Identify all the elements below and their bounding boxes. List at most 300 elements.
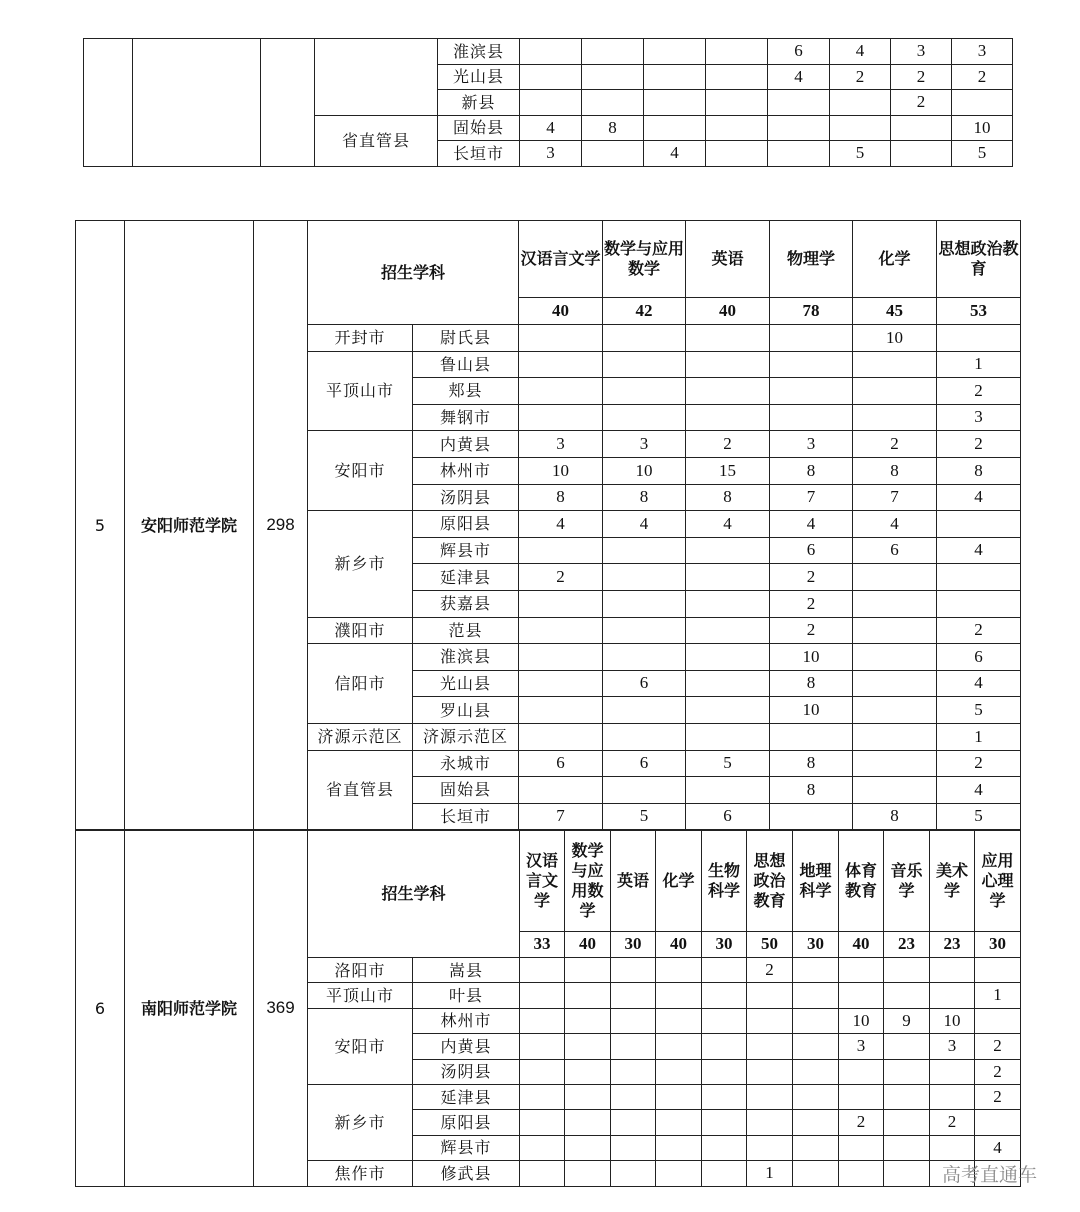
value-cell	[656, 1034, 702, 1059]
value-cell	[611, 1161, 656, 1186]
value-cell	[975, 1110, 1021, 1135]
value-cell: 4	[603, 511, 686, 538]
value-cell	[644, 39, 706, 65]
value-cell	[706, 90, 768, 116]
city-cell: 新乡市	[308, 511, 413, 617]
value-cell: 2	[952, 64, 1013, 90]
value-cell: 10	[930, 1008, 975, 1033]
value-cell: 8	[582, 115, 644, 141]
value-cell: 8	[770, 457, 853, 484]
value-cell	[839, 1135, 884, 1160]
value-cell	[768, 115, 830, 141]
value-cell	[656, 1059, 702, 1084]
value-cell: 4	[975, 1135, 1021, 1160]
value-cell	[702, 983, 747, 1008]
value-cell	[884, 958, 930, 983]
value-cell: 6	[686, 803, 770, 830]
total-quota-cell: 369	[254, 831, 308, 1187]
value-cell	[520, 64, 582, 90]
county-cell: 固始县	[438, 115, 520, 141]
value-cell: 10	[519, 457, 603, 484]
value-cell	[582, 39, 644, 65]
value-cell	[793, 1008, 839, 1033]
county-cell: 光山县	[413, 670, 519, 697]
value-cell	[853, 723, 937, 750]
value-cell	[603, 537, 686, 564]
value-cell	[565, 1135, 611, 1160]
subject-header-cell	[975, 831, 1021, 932]
value-cell	[706, 141, 768, 167]
total-cell	[261, 39, 315, 167]
value-cell	[853, 670, 937, 697]
value-cell	[747, 1008, 793, 1033]
value-cell	[706, 115, 768, 141]
subject-header-cell	[793, 831, 839, 932]
value-cell	[853, 777, 937, 804]
value-cell	[930, 958, 975, 983]
subject-header-cell	[747, 831, 793, 932]
value-cell: 3	[519, 431, 603, 458]
value-cell	[853, 351, 937, 378]
value-cell: 7	[770, 484, 853, 511]
county-cell: 原阳县	[413, 511, 519, 538]
city-cell: 济源示范区	[308, 723, 413, 750]
value-cell	[884, 983, 930, 1008]
value-cell: 3	[520, 141, 582, 167]
value-cell	[656, 1084, 702, 1109]
value-cell: 4	[830, 39, 891, 65]
county-cell: 叶县	[413, 983, 520, 1008]
value-cell	[686, 697, 770, 724]
county-cell: 光山县	[438, 64, 520, 90]
subject-quota-cell: 30	[611, 932, 656, 958]
value-cell	[686, 325, 770, 352]
value-cell: 8	[603, 484, 686, 511]
subject-quota-cell: 40	[519, 298, 603, 325]
value-cell	[520, 39, 582, 65]
value-cell	[611, 1034, 656, 1059]
city-cell: 省直管县	[308, 750, 413, 830]
value-cell	[656, 1135, 702, 1160]
value-cell	[611, 1110, 656, 1135]
city-cell: 洛阳市	[308, 958, 413, 983]
value-cell	[603, 644, 686, 671]
county-cell: 辉县市	[413, 537, 519, 564]
subjects-label-cell: 招生学科	[308, 831, 520, 958]
value-cell	[519, 777, 603, 804]
value-cell	[603, 351, 686, 378]
value-cell	[603, 404, 686, 431]
value-cell: 2	[853, 431, 937, 458]
subject-header-cell	[770, 221, 853, 298]
subject-name: 化学	[662, 871, 695, 890]
value-cell	[884, 1084, 930, 1109]
value-cell	[891, 141, 952, 167]
value-cell	[520, 1161, 565, 1186]
value-cell	[793, 983, 839, 1008]
subject-name: 体育教育	[845, 861, 878, 900]
value-cell	[702, 1084, 747, 1109]
county-cell: 新县	[438, 90, 520, 116]
value-cell	[839, 1059, 884, 1084]
subject-quota-cell: 23	[884, 932, 930, 958]
value-cell: 4	[644, 141, 706, 167]
value-cell: 5	[603, 803, 686, 830]
city-cell: 开封市	[308, 325, 413, 352]
city-cell: 平顶山市	[308, 983, 413, 1008]
subject-name: 数学与应用数学	[571, 841, 604, 920]
value-cell	[565, 1084, 611, 1109]
value-cell: 8	[770, 777, 853, 804]
value-cell: 5	[830, 141, 891, 167]
value-cell: 15	[686, 457, 770, 484]
value-cell	[565, 1110, 611, 1135]
subject-header-cell	[853, 221, 937, 298]
value-cell	[565, 958, 611, 983]
subject-quota-cell: 23	[930, 932, 975, 958]
enrollment-table-fragment	[83, 38, 1013, 167]
value-cell	[706, 64, 768, 90]
value-cell	[611, 1008, 656, 1033]
city-cell: 新乡市	[308, 1084, 413, 1160]
subject-name: 应用心理学	[981, 851, 1014, 910]
value-cell	[565, 1161, 611, 1186]
subjects-label-cell: 招生学科	[308, 221, 519, 325]
value-cell: 2	[519, 564, 603, 591]
value-cell: 3	[930, 1034, 975, 1059]
value-cell	[520, 1135, 565, 1160]
subject-name: 生物科学	[708, 861, 741, 900]
subject-quota-cell: 40	[839, 932, 884, 958]
value-cell	[656, 1110, 702, 1135]
value-cell	[853, 378, 937, 405]
county-cell: 长垣市	[438, 141, 520, 167]
county-cell: 延津县	[413, 1084, 520, 1109]
value-cell	[603, 378, 686, 405]
value-cell	[853, 564, 937, 591]
subject-quota-cell: 78	[770, 298, 853, 325]
value-cell: 4	[770, 511, 853, 538]
value-cell: 4	[768, 64, 830, 90]
value-cell	[702, 1034, 747, 1059]
header-row	[76, 221, 1021, 298]
total-quota-cell: 298	[254, 221, 308, 830]
value-cell: 6	[768, 39, 830, 65]
value-cell	[839, 983, 884, 1008]
value-cell	[520, 1084, 565, 1109]
value-cell: 4	[937, 484, 1021, 511]
subject-header-cell	[686, 221, 770, 298]
value-cell: 8	[770, 670, 853, 697]
value-cell	[830, 115, 891, 141]
county-cell: 长垣市	[413, 803, 519, 830]
value-cell	[611, 958, 656, 983]
subject-quota-cell: 40	[565, 932, 611, 958]
value-cell: 2	[830, 64, 891, 90]
county-cell: 舞钢市	[413, 404, 519, 431]
value-cell	[768, 90, 830, 116]
value-cell: 4	[853, 511, 937, 538]
value-cell	[952, 90, 1013, 116]
value-cell	[603, 697, 686, 724]
value-cell	[520, 1110, 565, 1135]
subject-quota-cell: 33	[520, 932, 565, 958]
value-cell	[884, 1059, 930, 1084]
value-cell	[793, 1135, 839, 1160]
county-cell: 嵩县	[413, 958, 520, 983]
value-cell: 2	[770, 617, 853, 644]
subject-quota-cell: 30	[793, 932, 839, 958]
value-cell	[519, 644, 603, 671]
value-cell: 4	[937, 537, 1021, 564]
value-cell	[644, 115, 706, 141]
value-cell: 10	[853, 325, 937, 352]
value-cell: 6	[770, 537, 853, 564]
value-cell: 3	[952, 39, 1013, 65]
value-cell: 2	[891, 64, 952, 90]
value-cell: 1	[937, 723, 1021, 750]
value-cell	[582, 64, 644, 90]
value-cell	[793, 1034, 839, 1059]
value-cell	[603, 617, 686, 644]
value-cell	[793, 1161, 839, 1186]
enrollment-table-anyang	[75, 220, 1021, 830]
value-cell	[793, 958, 839, 983]
value-cell: 5	[686, 750, 770, 777]
city-cell	[315, 39, 438, 116]
value-cell: 6	[937, 644, 1021, 671]
value-cell	[702, 1161, 747, 1186]
value-cell	[884, 1135, 930, 1160]
value-cell: 7	[519, 803, 603, 830]
value-cell	[747, 1034, 793, 1059]
value-cell	[839, 958, 884, 983]
value-cell	[611, 1135, 656, 1160]
value-cell: 10	[839, 1008, 884, 1033]
county-cell: 固始县	[413, 777, 519, 804]
value-cell	[520, 983, 565, 1008]
subject-quota-cell: 53	[937, 298, 1021, 325]
value-cell	[702, 1008, 747, 1033]
value-cell	[520, 1034, 565, 1059]
value-cell: 2	[839, 1110, 884, 1135]
value-cell	[937, 590, 1021, 617]
value-cell	[702, 1135, 747, 1160]
value-cell	[747, 1059, 793, 1084]
subject-header-cell	[603, 221, 686, 298]
county-cell: 汤阴县	[413, 484, 519, 511]
value-cell	[706, 39, 768, 65]
value-cell	[686, 537, 770, 564]
school-name-cell: 安阳师范学院	[125, 221, 254, 830]
value-cell	[686, 590, 770, 617]
value-cell	[747, 983, 793, 1008]
subject-header-cell	[884, 831, 930, 932]
value-cell	[686, 723, 770, 750]
county-cell: 内黄县	[413, 1034, 520, 1059]
value-cell: 10	[770, 644, 853, 671]
county-cell: 原阳县	[413, 1110, 520, 1135]
value-cell	[644, 90, 706, 116]
value-cell	[747, 1084, 793, 1109]
value-cell: 6	[603, 750, 686, 777]
value-cell: 7	[853, 484, 937, 511]
value-cell: 1	[747, 1161, 793, 1186]
subject-name: 汉语言文学	[520, 249, 601, 268]
county-cell: 济源示范区	[413, 723, 519, 750]
watermark-text: 高考直通车	[942, 1164, 1038, 1186]
value-cell: 9	[884, 1008, 930, 1033]
value-cell	[686, 564, 770, 591]
value-cell	[520, 90, 582, 116]
value-cell	[702, 1059, 747, 1084]
value-cell: 1	[937, 351, 1021, 378]
value-cell	[656, 958, 702, 983]
subject-header-cell	[930, 831, 975, 932]
value-cell	[853, 590, 937, 617]
subject-header-cell	[565, 831, 611, 932]
county-cell: 内黄县	[413, 431, 519, 458]
value-cell	[519, 351, 603, 378]
value-cell: 2	[937, 617, 1021, 644]
subject-name: 思想政治教育	[938, 239, 1019, 278]
value-cell	[603, 564, 686, 591]
value-cell: 6	[603, 670, 686, 697]
value-cell	[702, 958, 747, 983]
value-cell	[519, 697, 603, 724]
value-cell: 10	[952, 115, 1013, 141]
value-cell: 10	[603, 457, 686, 484]
value-cell	[519, 325, 603, 352]
value-cell	[611, 1084, 656, 1109]
value-cell	[519, 404, 603, 431]
county-cell: 鲁山县	[413, 351, 519, 378]
table-row	[84, 39, 1013, 65]
value-cell	[686, 351, 770, 378]
city-cell: 安阳市	[308, 431, 413, 511]
subject-header-cell	[937, 221, 1021, 298]
subject-name: 英语	[711, 249, 744, 268]
value-cell	[937, 511, 1021, 538]
county-cell: 林州市	[413, 457, 519, 484]
city-cell: 焦作市	[308, 1161, 413, 1186]
subject-name: 数学与应用数学	[604, 239, 685, 278]
county-cell: 郏县	[413, 378, 519, 405]
value-cell: 3	[839, 1034, 884, 1059]
subject-name: 汉语言文学	[526, 851, 559, 910]
subject-name: 物理学	[787, 249, 836, 268]
value-cell	[770, 404, 853, 431]
county-cell: 永城市	[413, 750, 519, 777]
value-cell: 1	[975, 983, 1021, 1008]
value-cell	[884, 1161, 930, 1186]
value-cell: 3	[603, 431, 686, 458]
value-cell	[520, 1059, 565, 1084]
value-cell: 2	[937, 750, 1021, 777]
value-cell	[770, 378, 853, 405]
county-cell: 范县	[413, 617, 519, 644]
county-cell: 罗山县	[413, 697, 519, 724]
value-cell: 2	[770, 590, 853, 617]
value-cell: 8	[686, 484, 770, 511]
value-cell	[770, 723, 853, 750]
value-cell	[930, 1059, 975, 1084]
value-cell	[565, 1008, 611, 1033]
value-cell	[747, 1135, 793, 1160]
value-cell	[565, 983, 611, 1008]
county-cell: 延津县	[413, 564, 519, 591]
value-cell	[930, 983, 975, 1008]
enrollment-table-nanyang	[75, 830, 1021, 1187]
subject-header-cell	[656, 831, 702, 932]
subject-name: 化学	[878, 249, 911, 268]
value-cell: 4	[937, 777, 1021, 804]
value-cell	[611, 983, 656, 1008]
value-cell: 8	[770, 750, 853, 777]
value-cell: 8	[519, 484, 603, 511]
value-cell	[702, 1110, 747, 1135]
value-cell	[853, 644, 937, 671]
subject-quota-cell: 50	[747, 932, 793, 958]
subject-header-cell	[519, 221, 603, 298]
value-cell	[656, 1008, 702, 1033]
value-cell	[519, 617, 603, 644]
value-cell	[686, 644, 770, 671]
subject-header-cell	[839, 831, 884, 932]
value-cell	[853, 750, 937, 777]
subject-name: 英语	[617, 871, 650, 890]
value-cell: 8	[853, 803, 937, 830]
value-cell: 5	[937, 803, 1021, 830]
value-cell	[891, 115, 952, 141]
subject-quota-cell: 30	[702, 932, 747, 958]
value-cell	[770, 351, 853, 378]
value-cell	[853, 697, 937, 724]
subject-header-cell	[611, 831, 656, 932]
value-cell	[839, 1084, 884, 1109]
value-cell	[839, 1161, 884, 1186]
subject-quota-cell: 30	[975, 932, 1021, 958]
value-cell	[930, 1084, 975, 1109]
value-cell: 4	[686, 511, 770, 538]
value-cell: 5	[937, 697, 1021, 724]
value-cell	[565, 1059, 611, 1084]
subject-name: 音乐学	[890, 861, 923, 900]
value-cell: 2	[975, 1084, 1021, 1109]
city-cell: 安阳市	[308, 1008, 413, 1084]
value-cell: 10	[770, 697, 853, 724]
value-cell	[793, 1084, 839, 1109]
value-cell: 4	[520, 115, 582, 141]
index-cell	[84, 39, 133, 167]
subject-quota-cell: 45	[853, 298, 937, 325]
value-cell	[793, 1110, 839, 1135]
value-cell: 2	[975, 1059, 1021, 1084]
index-cell: 6	[76, 831, 125, 1187]
subject-name: 地理科学	[799, 861, 832, 900]
value-cell	[884, 1110, 930, 1135]
header-row	[76, 831, 1021, 932]
value-cell	[686, 617, 770, 644]
value-cell	[937, 564, 1021, 591]
value-cell: 3	[891, 39, 952, 65]
subject-name: 思想政治教育	[753, 851, 786, 910]
value-cell	[519, 723, 603, 750]
value-cell	[793, 1059, 839, 1084]
county-cell: 修武县	[413, 1161, 520, 1186]
value-cell: 2	[975, 1034, 1021, 1059]
value-cell: 8	[937, 457, 1021, 484]
